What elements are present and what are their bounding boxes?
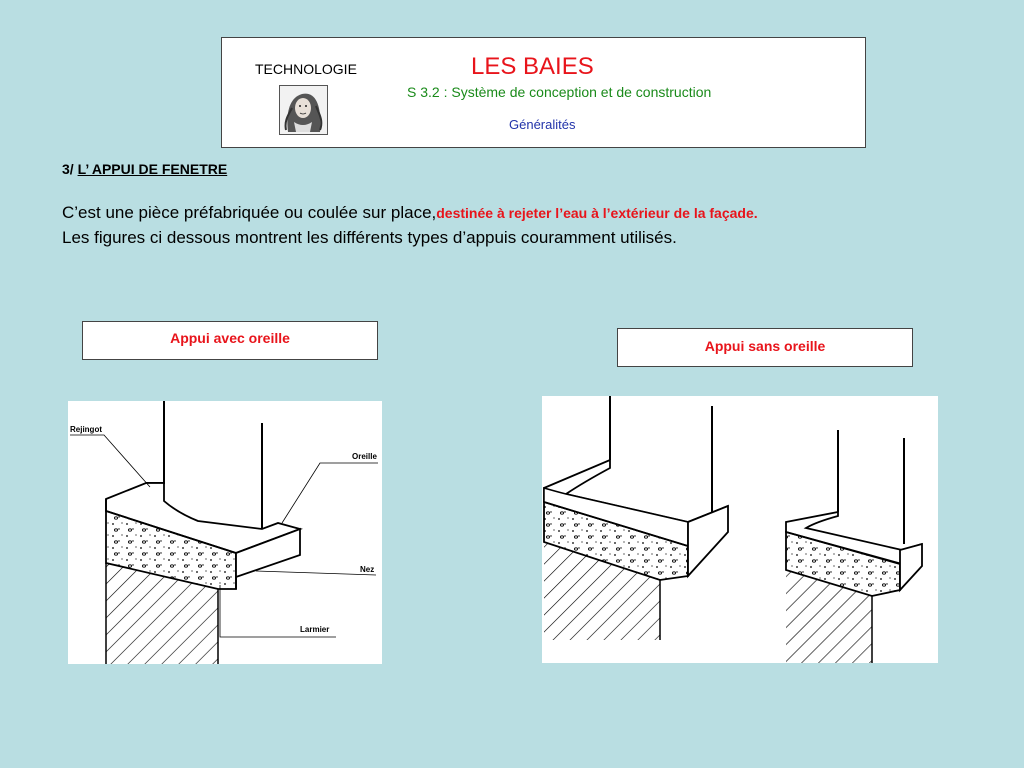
label-appui-sans-oreille: Appui sans oreille — [617, 328, 913, 367]
paragraph-line-1-highlight: destinée à rejeter l’eau à l’extérieur de la façade. — [436, 205, 758, 221]
figure-appui-sans-oreille — [542, 396, 938, 663]
figure-appui-avec-oreille — [68, 401, 382, 664]
label-rejingot: Rejingot — [70, 425, 102, 434]
label-appui-avec-oreille: Appui avec oreille — [82, 321, 378, 360]
section-title: L’ APPUI DE FENETRE — [77, 161, 228, 177]
page-title: LES BAIES — [471, 53, 594, 80]
paragraph-line-1 — [62, 203, 758, 223]
section-heading — [62, 161, 227, 177]
header-box — [221, 37, 866, 148]
label-nez: Nez — [360, 565, 375, 574]
label-oreille: Oreille — [352, 452, 377, 461]
paragraph-line-2: Les figures ci dessous montrent les différents types d’appuis couramment utilisés. — [62, 228, 677, 247]
portrait-image — [279, 85, 328, 135]
generalites-label: Généralités — [509, 117, 576, 132]
paragraph-line-1-start: C’est une pièce préfabriquée ou coulée sur place, — [62, 203, 437, 222]
label-larmier: Larmier — [300, 625, 330, 634]
subtitle: S 3.2 : Système de conception et de construction — [407, 84, 712, 100]
section-number: 3/ — [62, 161, 74, 177]
technologie-label: TECHNOLOGIE — [255, 61, 357, 77]
